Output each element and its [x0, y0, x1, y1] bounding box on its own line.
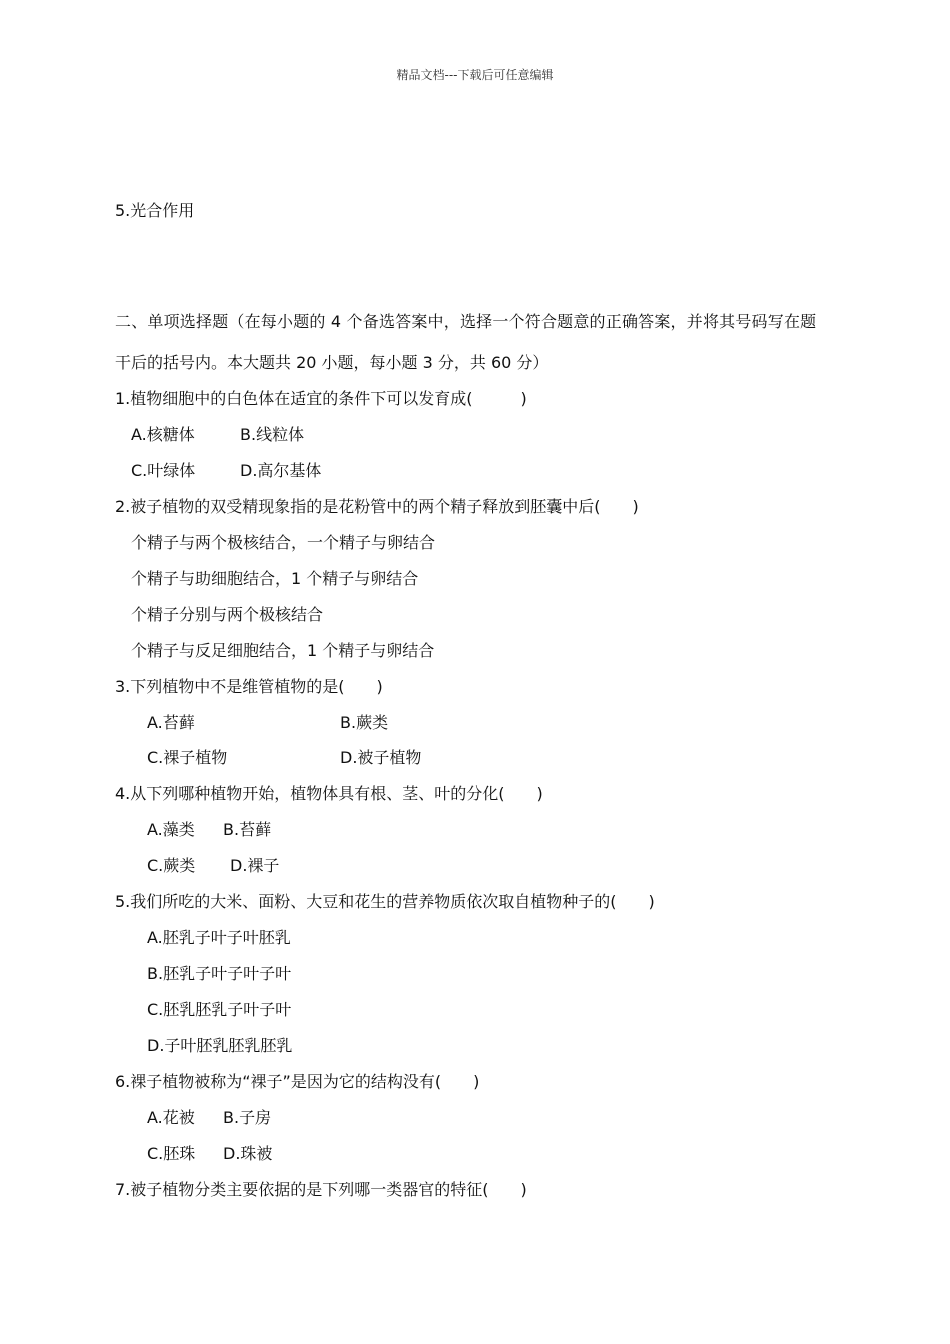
question-4-options-row2 [147, 855, 279, 877]
question-2-option-1: 个精子与两个极核结合，一个精子与卵结合 [131, 533, 436, 552]
question-6-options-row2 [147, 1143, 272, 1165]
question-5-option-c: C.胚乳胚乳子叶子叶 [147, 1000, 292, 1019]
question-4-stem: 4.从下列哪种植物开始，植物体具有根、茎、叶的分化( ) [115, 784, 543, 803]
option-c: C.蕨类 [147, 856, 196, 875]
question-7-stem: 7.被子植物分类主要依据的是下列哪一类器官的特征( ) [115, 1180, 527, 1199]
question-2-stem: 2.被子植物的双受精现象指的是花粉管中的两个精子释放到胚囊中后( ) [115, 497, 639, 516]
option-d: D.高尔基体 [240, 461, 322, 480]
option-a: A.藻类 [147, 820, 195, 839]
option-a: A.苔藓 [147, 713, 195, 732]
question-5-stem: 5.我们所吃的大米、面粉、大豆和花生的营养物质依次取自植物种子的( ) [115, 892, 655, 911]
option-d: D.被子植物 [340, 748, 422, 767]
option-a: A.花被 [147, 1108, 195, 1127]
option-a: A.核糖体 [131, 425, 195, 444]
question-5-option-d: D.子叶胚乳胚乳胚乳 [147, 1036, 293, 1055]
question-5-option-b: B.胚乳子叶子叶子叶 [147, 964, 292, 983]
option-d: D.裸子 [230, 856, 280, 875]
option-b: B.线粒体 [240, 425, 305, 444]
question-3-options-row2 [147, 747, 421, 769]
question-2-option-3: 个精子分别与两个极核结合 [131, 605, 324, 624]
option-d: D.珠被 [223, 1144, 273, 1163]
option-c: C.胚珠 [147, 1144, 196, 1163]
question-1-stem: 1.植物细胞中的白色体在适宜的条件下可以发育成( ) [115, 389, 527, 408]
question-3-stem: 3.下列植物中不是维管植物的是( ) [115, 677, 383, 696]
option-b: B.蕨类 [340, 713, 389, 732]
question-2-option-2: 个精子与助细胞结合，1 个精子与卵结合 [131, 569, 419, 588]
section-heading-line1: 二、单项选择题（在每小题的 4 个备选答案中，选择一个符合题意的正确答案，并将其号码写在题 [115, 312, 817, 331]
previous-item: 5.光合作用 [115, 201, 195, 220]
question-4-options-row1 [147, 819, 271, 841]
page-header: 精品文档---下载后可任意编辑 [396, 68, 554, 82]
option-c: C.裸子植物 [147, 748, 228, 767]
question-6-options-row1 [147, 1107, 271, 1129]
question-2-option-4: 个精子与反足细胞结合，1 个精子与卵结合 [131, 641, 435, 660]
question-6-stem: 6.裸子植物被称为“裸子”是因为它的结构没有( ) [115, 1072, 480, 1091]
question-5-option-a: A.胚乳子叶子叶胚乳 [147, 928, 291, 947]
section-heading-line2: 干后的括号内。本大题共 20 小题，每小题 3 分，共 60 分） [115, 353, 549, 372]
question-3-options-row1 [147, 712, 388, 734]
question-1-options-row1 [131, 424, 304, 446]
option-b: B.苔藓 [223, 820, 272, 839]
question-1-options-row2 [131, 460, 321, 482]
option-b: B.子房 [223, 1108, 272, 1127]
option-c: C.叶绿体 [131, 461, 196, 480]
